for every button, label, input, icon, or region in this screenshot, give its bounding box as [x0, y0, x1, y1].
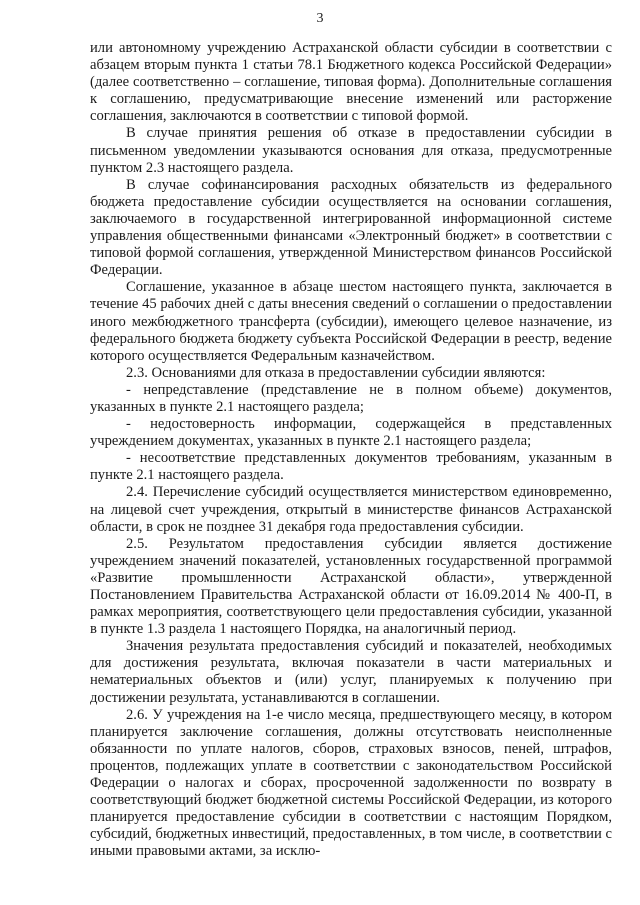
- paragraph-2-3-heading: 2.3. Основаниями для отказа в предоставлении субсидии являются:: [126, 364, 546, 381]
- paragraph-2-4: 2.4. Перечисление субсидий осуществляется министерством единовременно, на лицевой счет учреждения, открытый в министерстве финансов Астраханской области, в срок не позднее 31 декабря года предоставления субсидии.: [90, 484, 612, 535]
- paragraph-2-3-item-1: - непредставление (представление не в полном объеме) документов, указанных в пункте 2.1 настоящего раздела;: [90, 381, 612, 415]
- paragraph-2-5: 2.5. Результатом предоставления субсидии является достижение учреждением значений показателей, установленных государственной программой «Развитие промышленности Астраханской области», утвержденной Постановлением Правительства Астраханской области от 16.09.2014 № 400-П, в рамках мероприятия, соответствующего цели предоставления субсидии, указанной в пункте 1.3 раздела 1 настоящего Порядка, на аналогичный период.: [90, 535, 612, 638]
- paragraph-cofinancing: В случае софинансирования расходных обязательств из федерального бюджета предоставление субсидии осуществляется на основании соглашения, заключаемого в государственной интегрированной информационной системе управления общественными финансами «Электронный бюджет» в соответствии с типовой формой соглашения, утвержденной Министерством финансов Российской Федерации.: [90, 176, 612, 279]
- document-body: [90, 40, 612, 861]
- paragraph-result-values: Значения результата предоставления субсидий и показателей, необходимых для достижения результата, включая показатели в части материальных и нематериальных объектов и (или) услуг, планируемых к получению при достижении результата, устанавливаются в соглашении.: [90, 638, 612, 706]
- paragraph-refusal-notice: В случае принятия решения об отказе в предоставлении субсидии в письменном уведомлении указываются основания для отказа, предусмотренные пунктом 2.3 настоящего раздела.: [90, 125, 612, 176]
- paragraph-2-6: 2.6. У учреждения на 1-е число месяца, предшествующего месяцу, в котором планируется заключение соглашения, должны отсутствовать неисполненные обязанности по уплате налогов, сборов, страховых взносов, пеней, штрафов, процентов, подлежащих уплате в соответствии с законодательством Российской Федерации о налогах и сборах, просроченной задолженности по возврату в соответствующий бюджет бюджетной системы Российской Федерации, из которого планируется предоставление субсидии в соответствии с настоящим Порядком, субсидий, бюджетных инвестиций, предоставленных, в том числе, в соответствии с иными правовыми актами, за исклю-: [90, 706, 612, 860]
- paragraph-2-3-item-3: - несоответствие представленных документов требованиям, указанным в пункте 2.1 настоящего раздела.: [90, 450, 612, 484]
- paragraph-continuation: или автономному учреждению Астраханской области субсидии в соответствии с абзацем вторым пункта 1 статьи 78.1 Бюджетного кодекса Российской Федерации» (далее соответственно – соглашение, типовая форма). Дополнительные соглашения к соглашению, предусматривающие внесение изменений или расторжение соглашения, заключаются в соответствии с типовой формой.: [90, 40, 612, 125]
- page-number: 3: [316, 11, 324, 26]
- paragraph-2-3-item-2: - недостоверность информации, содержащейся в представленных учреждением документах, указанных в пункте 2.1 настоящего раздела;: [90, 416, 612, 450]
- paragraph-agreement-term: Соглашение, указанное в абзаце шестом настоящего пункта, заключается в течение 45 рабочих дней с даты внесения сведений о соглашении о предоставлении иного межбюджетного трансферта (субсидии), имеющего целевое назначение, из федерального бюджета бюджету субъекта Российской Федерации в реестр, ведение которого осуществляется Федеральным казначейством.: [90, 279, 612, 364]
